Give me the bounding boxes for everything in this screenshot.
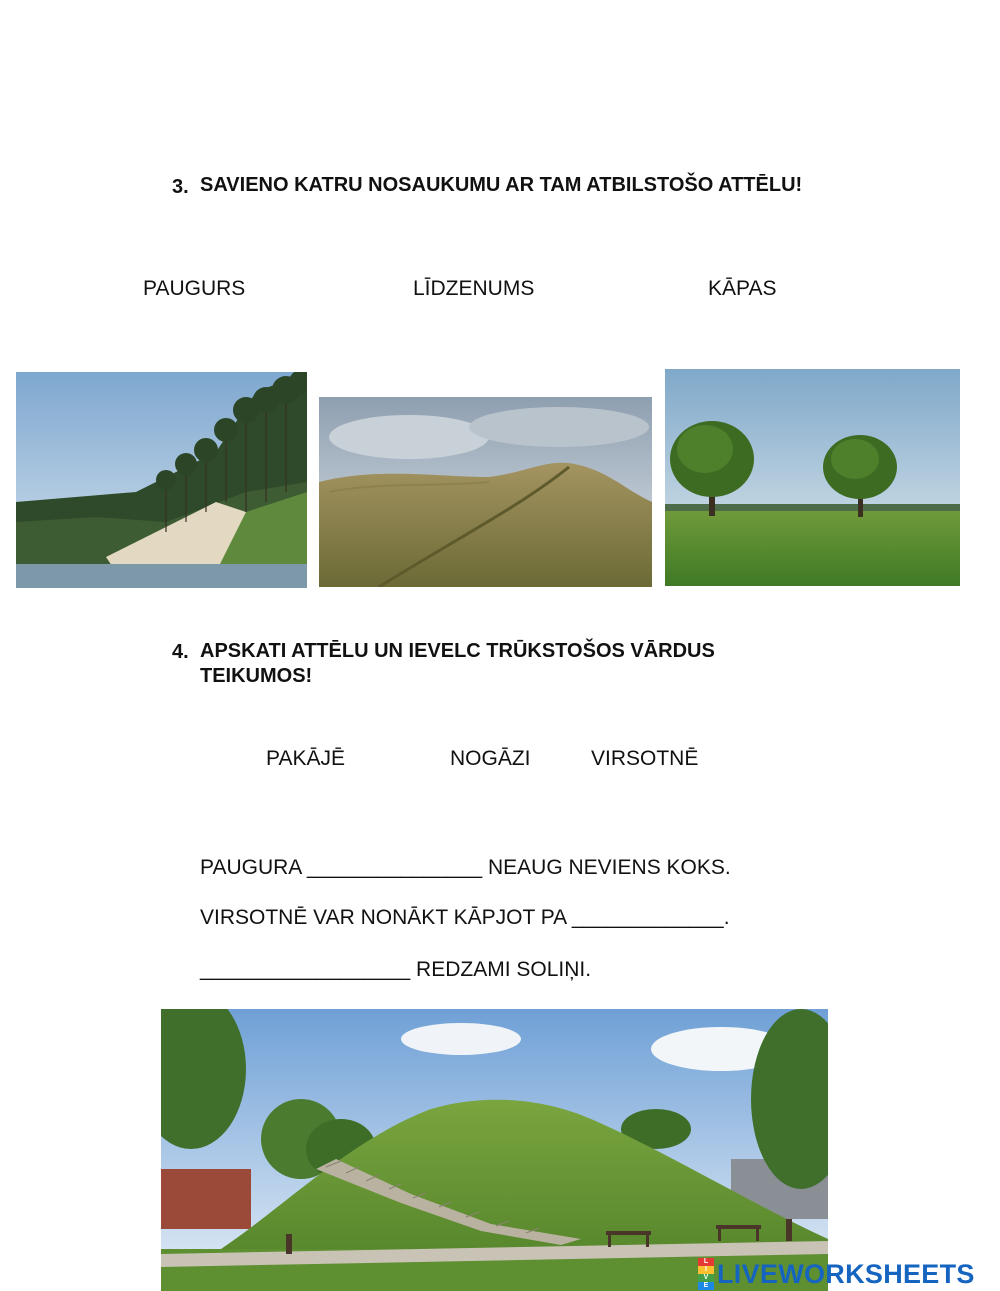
plain-image xyxy=(665,369,960,586)
hill-photo[interactable] xyxy=(319,397,652,587)
task4-number: 4. xyxy=(172,641,189,663)
sentence-2[interactable]: VIRSOTNĒ VAR NONĀKT KĀPJOT PA _____________. xyxy=(200,906,730,929)
task3-word-kapas[interactable]: KĀPAS xyxy=(708,277,777,300)
mound-photo[interactable] xyxy=(161,1009,828,1291)
task4-word-nogazi[interactable]: NOGĀZI xyxy=(450,747,531,770)
liveworksheets-logo xyxy=(698,1258,975,1290)
task3-instruction: SAVIENO KATRU NOSAUKUMU AR TAM ATBILSTOŠO ATTĒLU! xyxy=(200,174,803,196)
task4-word-virsotne[interactable]: VIRSOTNĒ xyxy=(591,747,699,770)
sentence-1[interactable]: PAUGURA _______________ NEAUG NEVIENS KOKS. xyxy=(200,856,731,879)
hill-image xyxy=(319,397,652,587)
task4-instruction: APSKATI ATTĒLU UN IEVELC TRŪKSTOŠOS VĀRDUS TEIKUMOS! xyxy=(200,640,715,687)
plain-photo[interactable] xyxy=(665,369,960,586)
mound-image xyxy=(161,1009,828,1291)
dune-photo[interactable] xyxy=(16,372,307,588)
sentence-3[interactable]: __________________ REDZAMI SOLIŅI. xyxy=(200,958,592,981)
live-icon: L I V E xyxy=(698,1258,714,1290)
task3-number: 3. xyxy=(172,176,189,198)
task3-word-lidzenums[interactable]: LĪDZENUMS xyxy=(413,277,535,300)
liveworksheets-text: LIVEWORKSHEETS xyxy=(717,1258,975,1289)
task4-word-pakaje[interactable]: PAKĀJĒ xyxy=(266,747,345,770)
task3-word-paugurs[interactable]: PAUGURS xyxy=(143,277,246,300)
dune-image xyxy=(16,372,307,588)
